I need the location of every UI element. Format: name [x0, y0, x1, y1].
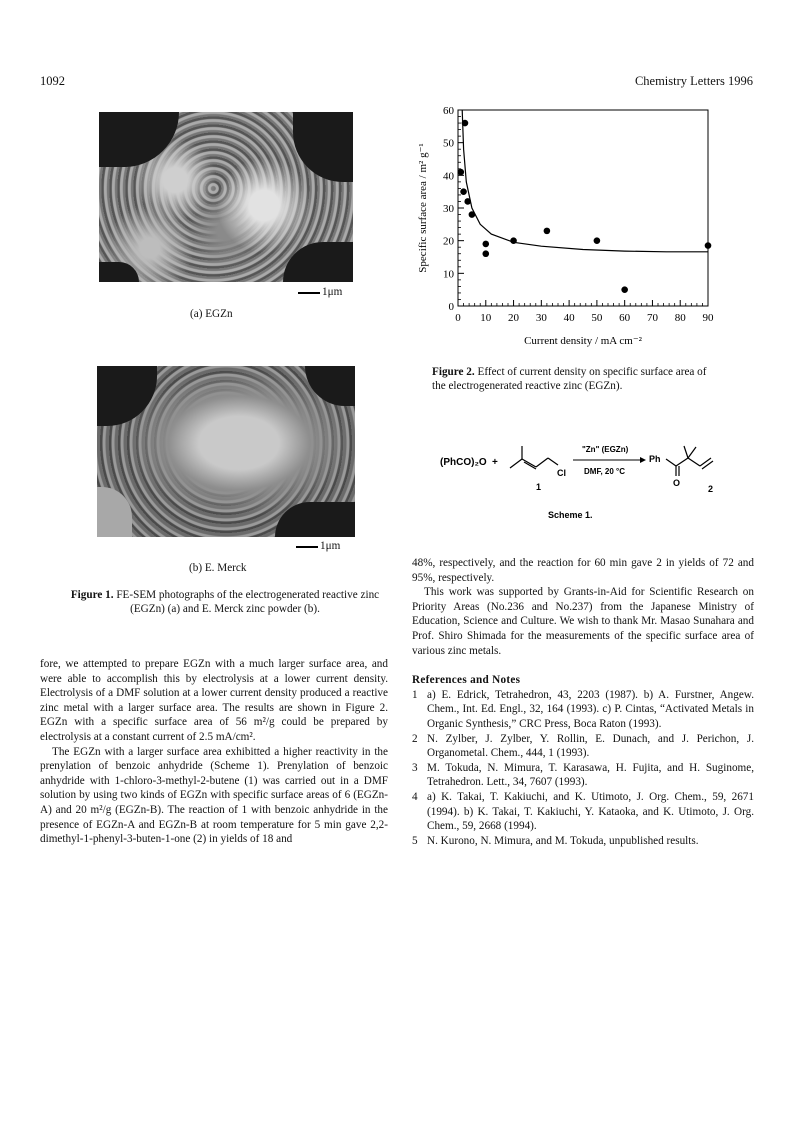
scheme-reagent: (PhCO)₂O: [440, 457, 487, 468]
product-structure: [666, 446, 713, 476]
data-point: [457, 169, 464, 176]
arrow-reagent: "Zn" (EGZn): [582, 445, 629, 454]
data-point: [544, 228, 551, 235]
figure2-caption: [432, 365, 722, 393]
reference-number: 3: [412, 761, 418, 774]
reference-item: [412, 732, 754, 761]
x-axis-label: Current density / mA cm⁻²: [524, 335, 642, 347]
figure1-caption: [65, 588, 385, 616]
compound-1-label: 1: [536, 482, 542, 492]
paragraph: This work was supported by Grants-in-Aid for Scientific Research on Priority Areas (No.236 and No.237) from the Japanese Ministry of Education, Science and Culture. We wish to thank Mr. Masao Sunahara and Prof. Shiro Shimada for the measurements of the specific surface area of various zinc metals.: [412, 586, 754, 657]
reference-number: 1: [412, 688, 418, 701]
y-axis-label: Specific surface area / m² g⁻¹: [417, 143, 429, 273]
scheme-cl: Cl: [557, 468, 566, 478]
data-point: [621, 286, 628, 293]
figure2-caption-text: Effect of current density on specific surface area of the electrogenerated reactive zinc (EGZn).: [432, 366, 707, 392]
arrow-conditions: DMF, 20 °C: [584, 467, 625, 476]
figure2-caption-label: Figure 2.: [432, 366, 475, 378]
scale-label-b: 1μm: [320, 540, 341, 552]
data-point: [482, 250, 489, 257]
reference-item: [412, 834, 754, 849]
data-point: [462, 120, 469, 127]
data-point: [460, 188, 467, 195]
x-tick-label: 10: [480, 312, 492, 324]
data-point: [469, 211, 476, 218]
scheme-ph: Ph: [649, 454, 661, 464]
references-heading: References and Notes: [412, 674, 521, 687]
y-tick-label: 30: [443, 203, 454, 215]
scale-label-a: 1μm: [322, 286, 343, 298]
paragraph: The EGZn with a larger surface area exhibitted a higher reactivity in the prenylation of benzoic anhydride (Scheme 1). Prenylation of benzoic anhydride with 1-chloro-3-methyl-2-butene (1) was carried out in a DMF solution by using two kinds of EGZn with specific surface areas of 6 (EGZn-A) and 20 m²/g (EGZn-B). The reaction of 1 with benzoic anhydride in the presence of EGZn-A and EGZn-B at room temperature for 5 min gave 2,2-dimethyl-1-phenyl-3-buten-1-one (2) in yields of 18 and: [40, 745, 388, 846]
x-tick-label: 30: [535, 312, 547, 324]
arrow-head: [640, 457, 646, 463]
x-tick-label: 50: [591, 312, 603, 324]
data-point: [510, 237, 517, 244]
panel-b-label: (b) E. Merck: [189, 562, 247, 574]
x-tick-label: 0: [455, 312, 461, 324]
data-point: [464, 198, 471, 205]
reference-text: a) K. Takai, T. Kakiuchi, and K. Utimoto, J. Org. Chem., 59, 2671 (1994). b) K. Takai, T. Kakiuchi, Y. Kataoka, and K. Utimoto, J. Org. Chem., 59, 2668 (1994).: [427, 790, 754, 833]
scheme-title: Scheme 1.: [548, 510, 593, 520]
scale-bar-a: [298, 292, 320, 294]
figure1-caption-label: Figure 1.: [70, 589, 114, 601]
right-column: [412, 556, 754, 848]
sem-image-egzn: [99, 112, 353, 282]
compound-2-label: 2: [708, 484, 714, 494]
y-tick-label: 50: [443, 137, 454, 150]
x-tick-label: 90: [702, 312, 714, 324]
reference-item: [412, 688, 754, 732]
reference-number: 2: [412, 732, 418, 745]
paragraph: fore, we attempted to prepare EGZn with a much larger surface area, and were able to accomplish this by electrolysis at a lower current density. Electrolysis of a DMF solution at a lower current density produced a reactive zinc metal with a larger surface area. The results are shown in Figure 2. EGZn with a specific surface area of 56 m²/g could be prepared by electrolysis at a constant current of 2.5 mA/cm².: [40, 658, 388, 743]
reference-text: N. Zylber, J. Zylber, Y. Rollin, E. Dunach, and J. Perichon, J. Organometal. Chem., 444, 1 (1993).: [427, 732, 754, 760]
scheme-plus: +: [492, 457, 498, 468]
data-point: [594, 237, 601, 244]
data-point: [705, 242, 712, 249]
x-tick-label: 60: [619, 312, 631, 324]
reference-text: a) E. Edrick, Tetrahedron, 43, 2203 (1987). b) A. Furstner, Angew. Chem., Int. Ed. Engl., 32, 164 (1993). c) P. Cintas, “Activated Metals in Organic Synthesis,” CRC Press, Boca Raton (1993).: [427, 688, 754, 730]
x-tick-label: 20: [508, 312, 520, 324]
reference-item: [412, 790, 754, 834]
y-tick-label: 40: [443, 170, 454, 183]
x-tick-label: 40: [563, 312, 575, 324]
scheme-1: [430, 438, 730, 523]
data-point: [482, 241, 489, 248]
journal-name: Chemistry Letters 1996: [634, 74, 753, 88]
panel-a-label: (a) EGZn: [190, 308, 233, 320]
reference-number: 4: [412, 790, 418, 803]
paragraph: 48%, respectively, and the reaction for 60 min gave 2 in yields of 72 and 95%, respectively.: [412, 557, 754, 584]
left-column: [40, 657, 388, 847]
prenyl-chloride-structure: [510, 446, 558, 469]
plot-frame: [458, 110, 708, 306]
y-tick-label: 0: [448, 301, 454, 313]
figure1-caption-text: FE-SEM photographs of the electrogenerated reactive zinc (EGZn) (a) and E. Merck zinc powder (b).: [113, 589, 380, 615]
scale-bar-b: [296, 546, 318, 548]
reference-text: N. Kurono, N. Mimura, and M. Tokuda, unpublished results.: [427, 834, 699, 847]
fit-curve-line: [462, 110, 708, 252]
reference-item: [412, 761, 754, 790]
y-tick-label: 10: [443, 268, 454, 281]
reference-text: M. Tokuda, N. Mimura, T. Karasawa, H. Fujita, and H. Suginome, Tetrahedron. Lett., 34, 7607 (1993).: [427, 761, 754, 789]
page-number: 1092: [40, 74, 65, 88]
scheme-o: O: [673, 478, 681, 488]
y-tick-label: 60: [443, 105, 454, 117]
x-tick-label: 70: [646, 312, 658, 324]
figure2-chart: [410, 100, 730, 360]
references-list: [412, 688, 754, 849]
reference-number: 5: [412, 834, 418, 847]
x-tick-label: 80: [674, 312, 686, 324]
sem-image-merck: [97, 366, 355, 537]
y-tick-label: 20: [443, 235, 454, 248]
